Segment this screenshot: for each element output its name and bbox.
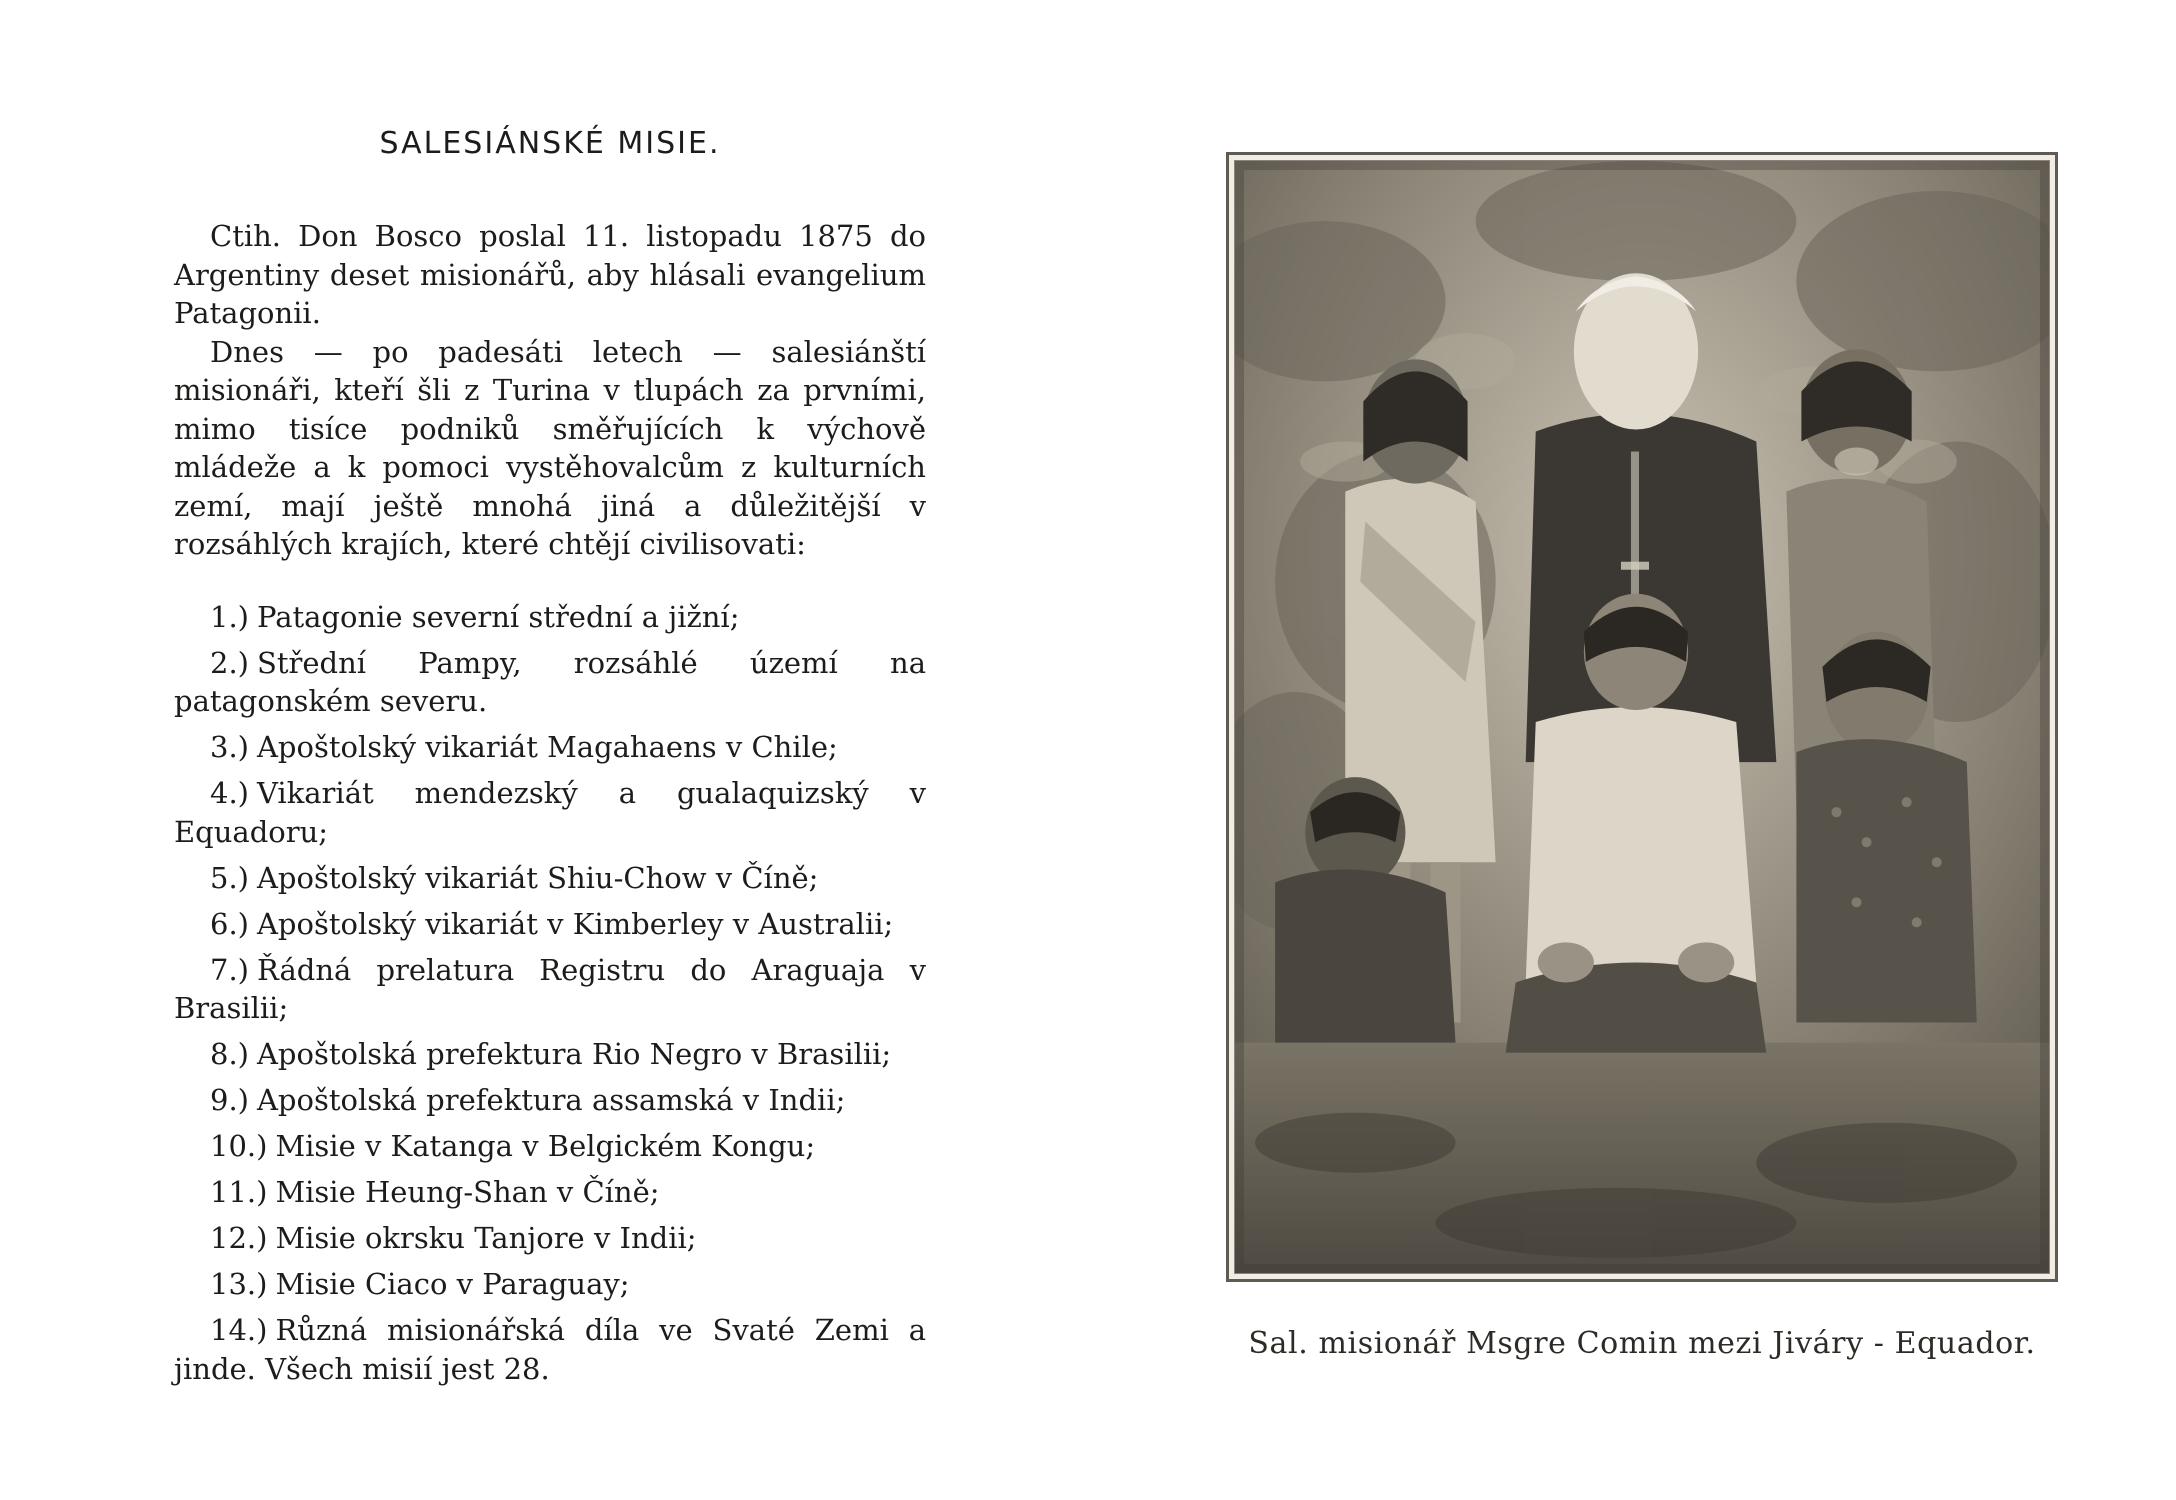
list-item-number: 6.) <box>210 906 249 941</box>
list-item-number: 8.) <box>210 1037 249 1071</box>
list-item <box>174 774 926 851</box>
list-item <box>174 1081 926 1120</box>
missions-list <box>174 598 926 1389</box>
list-item <box>174 1173 926 1212</box>
list-item-number: 5.) <box>210 860 249 895</box>
list-item-text: Vikariát mendezský a gualaquizský v Equadoru; <box>174 776 926 849</box>
list-item-number: 13.) <box>210 1267 268 1301</box>
photo-caption: Sal. misionář Msgre Comin mezi Jiváry - Equador. <box>1248 1326 2036 1361</box>
list-item-text: Misie Ciaco v Paraguay; <box>275 1267 630 1301</box>
list-item-number: 4.) <box>210 776 249 810</box>
list-item <box>174 1127 926 1166</box>
intro-paragraph: Ctih. Don Bosco poslal 11. listopadu 1875 do Argentiny deset misionářů, aby hlásali evangelium Patagonii. <box>174 219 926 330</box>
list-item-number: 10.) <box>210 1129 268 1163</box>
list-item <box>174 1265 926 1304</box>
list-item <box>174 859 926 898</box>
list-item-number: 2.) <box>210 645 249 680</box>
list-item-number: 12.) <box>210 1221 268 1255</box>
list-item <box>174 598 926 637</box>
list-item-number: 14.) <box>210 1313 268 1347</box>
list-item-text: Apoštolský vikariát Magahaens v Chile; <box>256 730 838 764</box>
list-item <box>174 644 926 721</box>
photo-illustration <box>1235 161 2049 1273</box>
list-item-text: Misie okrsku Tanjore v Indii; <box>275 1221 697 1255</box>
list-item-text: Apoštolský vikariát v Kimberley v Australii; <box>256 906 894 941</box>
list-item <box>174 728 926 767</box>
list-item-number: 11.) <box>210 1175 268 1209</box>
list-item-text: Střední Pampy, rozsáhlé území na patagonském severu. <box>174 645 926 718</box>
page-title: SALESIÁNSKÉ MISIE. <box>379 126 721 161</box>
list-item-number: 1.) <box>210 599 249 634</box>
list-item <box>174 905 926 944</box>
list-item-text: Misie Heung-Shan v Číně; <box>275 1175 660 1209</box>
text-column <box>174 126 926 1396</box>
list-item <box>174 1311 926 1388</box>
list-item-text: Patagonie severní střední a jižní; <box>256 599 740 634</box>
list-item-text: Různá misionářská díla ve Svaté Zemi a jinde. Všech misií jest 28. <box>174 1313 926 1386</box>
list-item-number: 9.) <box>210 1083 249 1117</box>
list-item-text: Apoštolská prefektura Rio Negro v Brasilii; <box>256 1037 892 1071</box>
list-item <box>174 1219 926 1258</box>
list-item-text: Apoštolský vikariát Shiu-Chow v Číně; <box>256 860 819 895</box>
list-item-text: Apoštolská prefektura assamská v Indii; <box>256 1083 846 1117</box>
mission-photo <box>1234 160 2050 1274</box>
photo-frame <box>1226 152 2058 1282</box>
list-item-text: Misie v Katanga v Belgickém Kongu; <box>275 1129 816 1163</box>
list-item-number: 7.) <box>210 952 249 987</box>
list-item-number: 3.) <box>210 730 249 764</box>
list-item <box>174 951 926 1028</box>
list-item <box>174 1035 926 1074</box>
list-item-text: Řádná prelatura Registru do Araguaja v Brasilii; <box>174 952 926 1025</box>
intro-paragraph: Dnes — po padesáti letech — salesiánští misionáři, kteří šli z Turina v tlupách za prvními, mimo tisíce podniků směřujících k výchově mládeže a k pomoci vystěhovalcům z kulturních zemí, mají ještě mnohá jiná a důležitější v rozsáhlých krajích, které chtějí civilisovati: <box>174 334 926 561</box>
